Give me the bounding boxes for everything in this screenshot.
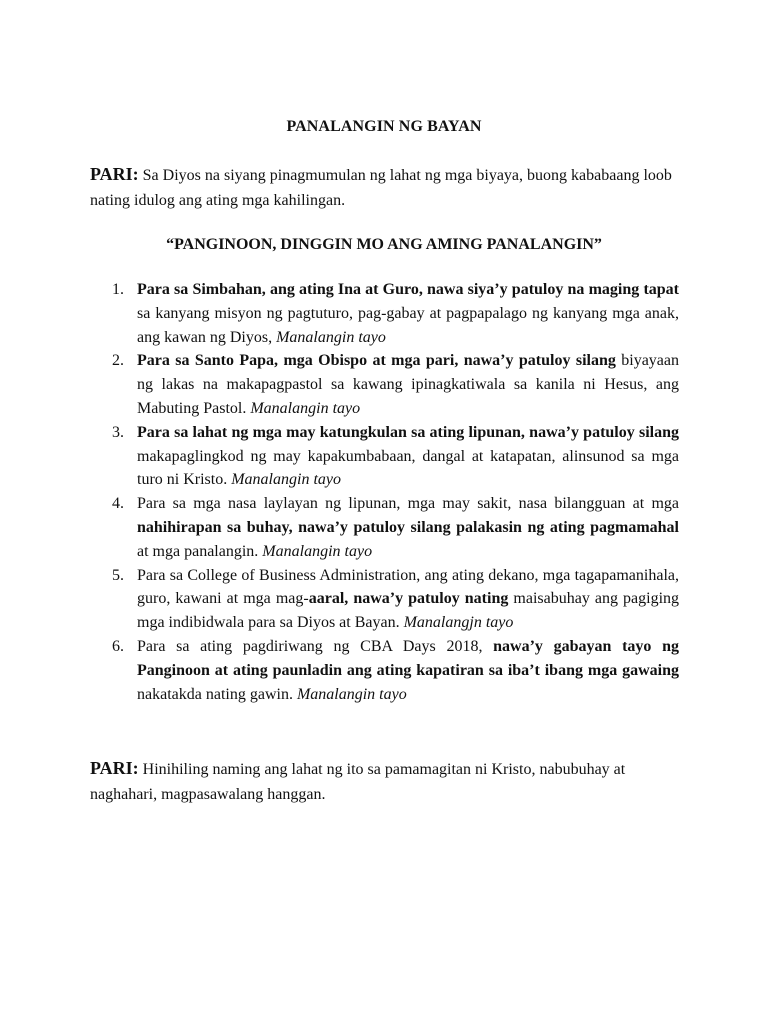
petitions-list <box>0 278 768 706</box>
petition-number: 6. <box>112 637 124 655</box>
petition-response: Manalangin tayo <box>250 399 361 417</box>
intro-paragraph <box>90 162 680 213</box>
petition-number: 2. <box>112 352 124 370</box>
petition-text: biyayaan ng lakas na makapagpastol sa kawang ipinagkatiwala sa kanila ni Hesus, ang Mabuting Pastol. <box>137 352 680 417</box>
petition-response: Manalangin tayo <box>276 328 386 346</box>
petition-text: makapaglingkod ng may kapakumbabaan, dangal at katapatan, alinsunod sa mga turo ni Kristo. <box>137 447 679 489</box>
petition-bold: nahihirapan sa buhay, nawa’y patuloy silang palakasin ng ating pagmamahal <box>137 518 679 536</box>
petition-item <box>0 349 679 420</box>
closing-paragraph <box>90 756 680 807</box>
petition-item <box>0 278 679 349</box>
petition-number: 1. <box>112 281 124 298</box>
closing-text: Hinihiling naming ang lahat ng ito sa pamamagitan ni Kristo, nabubuhay at naghahari, magpasawalang hanggan. <box>90 761 626 803</box>
petition-number: 5. <box>112 566 124 584</box>
petition-number: 4. <box>112 495 124 513</box>
petition-bold: aaral, nawa’y patuloy nating <box>308 590 509 608</box>
petition-item <box>0 421 679 492</box>
petition-bold: Para sa lahat ng mga may katungkulan sa ating lipunan, nawa’y patuloy silang <box>137 423 679 441</box>
petition-text: nakatakda nating gawin. <box>137 685 297 703</box>
petition-text: sa kanyang misyon ng pagtuturo, pag-gabay at pagpapalago ng kanyang mga anak, ang kawan ng Diyos, <box>137 304 679 346</box>
intro-text: Sa Diyos na siyang pinagmumulan ng lahat ng mga biyaya, buong kababaang loob nating idulog ang ating mga kahilingan. <box>90 167 672 209</box>
petition-bold: Para sa Santo Papa, mga Obispo at mga pari, nawa’y patuloy silang <box>137 352 616 370</box>
petition-item <box>0 492 679 563</box>
petition-lead: Para sa College of Business Administration, ang ating dekano, mga tagapamanihala, guro, kawani at mga mag- <box>137 566 679 608</box>
congregation-response: “PANGINOON, DINGGIN MO ANG AMING PANALANGIN” <box>166 236 602 253</box>
petition-response: Manalangin tayo <box>231 471 341 489</box>
document-title: PANALANGIN NG BAYAN <box>286 118 482 135</box>
petition-lead: Para sa mga nasa laylayan ng lipunan, mga may sakit, nasa bilangguan at mga <box>137 495 679 513</box>
petition-bold: Para sa Simbahan, ang ating Ina at Guro, nawa siya’y patuloy na maging tapat <box>137 281 679 298</box>
petition-text: at mga panalangin. <box>137 542 263 560</box>
petition-item <box>0 564 679 635</box>
intro-label: PARI: <box>90 164 139 184</box>
petition-response: Manalangjn tayo <box>403 614 514 632</box>
petition-item <box>0 635 679 706</box>
petition-response: Manalangin tayo <box>296 685 407 703</box>
closing-label: PARI: <box>90 758 139 778</box>
petition-text: maisabuhay ang pagiging mga indibidwala para sa Diyos at Bayan. <box>137 590 680 632</box>
petition-response: Manalangin tayo <box>262 542 373 560</box>
petition-bold: nawa’y gabayan tayo ng Panginoon at ating paunladin ang ating kapatiran sa iba’t ibang mga gawaing <box>137 637 679 679</box>
petition-lead: Para sa ating pagdiriwang ng CBA Days 2018, <box>137 637 494 655</box>
petition-number: 3. <box>112 423 124 441</box>
